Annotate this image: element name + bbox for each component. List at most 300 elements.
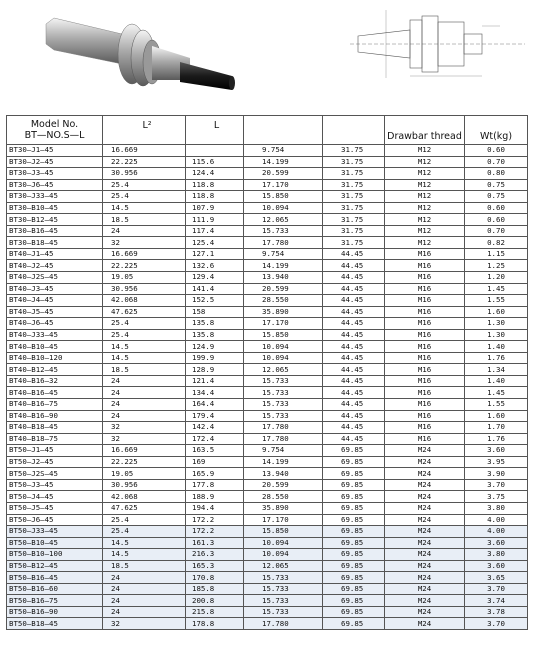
table-row: [7, 156, 528, 168]
header-model-line2: BT—NO.S—L: [24, 130, 85, 141]
cell-model: BT50—J33—45: [7, 526, 103, 538]
cell-thread: M24: [385, 560, 465, 572]
cell-d1: 13.940: [244, 468, 323, 480]
cell-weight: 0.80: [465, 168, 528, 180]
cell-d1: 12.065: [244, 364, 323, 376]
cell-d2: 31.75: [323, 168, 385, 180]
cell-d2: 44.45: [323, 410, 385, 422]
cell-model: BT40—B10—45: [7, 341, 103, 353]
cell-d1: 12.065: [244, 560, 323, 572]
table-row: [7, 225, 528, 237]
cell-l: 107.9: [186, 202, 244, 214]
cell-d2: 44.45: [323, 272, 385, 284]
header-model-line1: Model No.: [30, 119, 79, 130]
cell-l: 172.2: [186, 526, 244, 538]
cell-l: 132.6: [186, 260, 244, 272]
cell-d2: 44.45: [323, 422, 385, 434]
cell-d1: 28.550: [244, 491, 323, 503]
cell-d1: 10.094: [244, 202, 323, 214]
tool-holder-photo: [40, 6, 240, 106]
table-row: [7, 272, 528, 284]
header-d2: [323, 116, 385, 145]
cell-l2: 32: [103, 422, 186, 434]
cell-d2: 44.45: [323, 295, 385, 307]
cell-l: 134.4: [186, 387, 244, 399]
cell-l: 121.4: [186, 375, 244, 387]
cell-d2: 69.85: [323, 537, 385, 549]
cell-thread: M16: [385, 306, 465, 318]
cell-model: BT40—B16—32: [7, 375, 103, 387]
cell-d1: 10.094: [244, 341, 323, 353]
cell-d2: 69.85: [323, 491, 385, 503]
cell-l: 142.4: [186, 422, 244, 434]
cell-l2: 14.5: [103, 352, 186, 364]
table-row: [7, 387, 528, 399]
cell-l: 165.9: [186, 468, 244, 480]
cell-l: 118.8: [186, 191, 244, 203]
cell-l: 135.8: [186, 329, 244, 341]
cell-d1: 17.170: [244, 318, 323, 330]
cell-l: 141.4: [186, 283, 244, 295]
cell-weight: 1.40: [465, 341, 528, 353]
cell-thread: M12: [385, 191, 465, 203]
cell-l2: 14.5: [103, 202, 186, 214]
cell-model: BT30—B10—45: [7, 202, 103, 214]
cell-thread: M12: [385, 202, 465, 214]
cell-thread: M24: [385, 491, 465, 503]
cell-weight: 0.82: [465, 237, 528, 249]
cell-d1: 14.199: [244, 260, 323, 272]
cell-weight: 3.70: [465, 618, 528, 630]
cell-l: 199.9: [186, 352, 244, 364]
cell-d1: 10.094: [244, 537, 323, 549]
header-l2: L²: [103, 116, 186, 145]
cell-l2: 24: [103, 225, 186, 237]
cell-l2: 42.068: [103, 295, 186, 307]
cell-l: 152.5: [186, 295, 244, 307]
cell-d2: 44.45: [323, 341, 385, 353]
cell-weight: 1.40: [465, 375, 528, 387]
cell-thread: M16: [385, 341, 465, 353]
cell-model: BT50—B12—45: [7, 560, 103, 572]
cell-model: BT50—B16—45: [7, 572, 103, 584]
cell-l: 172.4: [186, 433, 244, 445]
cell-l2: 22.225: [103, 456, 186, 468]
cell-weight: 3.60: [465, 560, 528, 572]
cell-l: 164.4: [186, 399, 244, 411]
cell-l2: 24: [103, 375, 186, 387]
cell-l: 161.3: [186, 537, 244, 549]
cell-weight: 1.45: [465, 283, 528, 295]
cell-l2: 19.05: [103, 468, 186, 480]
cell-d2: 69.85: [323, 479, 385, 491]
cell-d2: 44.45: [323, 433, 385, 445]
cell-weight: 0.60: [465, 145, 528, 157]
cell-l: 163.5: [186, 445, 244, 457]
cell-model: BT30—B18—45: [7, 237, 103, 249]
cell-l: 179.4: [186, 410, 244, 422]
table-row: [7, 583, 528, 595]
cell-model: BT50—J4—45: [7, 491, 103, 503]
table-row: [7, 306, 528, 318]
cell-d1: 9.754: [244, 248, 323, 260]
cell-l2: 47.625: [103, 306, 186, 318]
cell-thread: M24: [385, 606, 465, 618]
cell-thread: M16: [385, 422, 465, 434]
table-row: [7, 329, 528, 341]
cell-d2: 31.75: [323, 156, 385, 168]
cell-weight: 3.95: [465, 456, 528, 468]
cell-l2: 14.5: [103, 549, 186, 561]
cell-l: 135.8: [186, 318, 244, 330]
cell-thread: M16: [385, 318, 465, 330]
header-l: L: [186, 116, 244, 145]
cell-l: 117.4: [186, 225, 244, 237]
cell-thread: M16: [385, 329, 465, 341]
cell-l2: 25.4: [103, 514, 186, 526]
cell-d2: 44.45: [323, 248, 385, 260]
cell-model: BT40—J1—45: [7, 248, 103, 260]
tool-holder-diagram: [350, 6, 525, 84]
cell-l: 125.4: [186, 237, 244, 249]
cell-thread: M24: [385, 595, 465, 607]
cell-d1: 15.733: [244, 375, 323, 387]
cell-d2: 44.45: [323, 399, 385, 411]
cell-l2: 18.5: [103, 214, 186, 226]
cell-thread: M16: [385, 248, 465, 260]
cell-d1: 15.733: [244, 387, 323, 399]
table-row: [7, 502, 528, 514]
cell-l: 127.1: [186, 248, 244, 260]
cell-model: BT40—J3—45: [7, 283, 103, 295]
cell-d1: 20.599: [244, 283, 323, 295]
cell-weight: 3.75: [465, 491, 528, 503]
header-drawbar-thread: Drawbar thread: [385, 116, 465, 145]
cell-thread: M24: [385, 479, 465, 491]
cell-l2: 24: [103, 387, 186, 399]
cell-thread: M12: [385, 214, 465, 226]
cell-l2: 18.5: [103, 560, 186, 572]
header-weight: Wt(kg): [465, 116, 528, 145]
cell-d1: 28.550: [244, 295, 323, 307]
cell-l2: 16.669: [103, 145, 186, 157]
cell-l: 172.2: [186, 514, 244, 526]
table-row: [7, 433, 528, 445]
cell-d1: 17.780: [244, 422, 323, 434]
table-row: [7, 248, 528, 260]
cell-model: BT50—J6—45: [7, 514, 103, 526]
cell-d1: 9.754: [244, 145, 323, 157]
cell-model: BT50—J2S—45: [7, 468, 103, 480]
cell-d2: 69.85: [323, 514, 385, 526]
cell-l: 165.3: [186, 560, 244, 572]
cell-model: BT50—J1—45: [7, 445, 103, 457]
table-row: [7, 479, 528, 491]
cell-weight: 1.55: [465, 399, 528, 411]
cell-model: BT50—J5—45: [7, 502, 103, 514]
cell-model: BT50—B16—90: [7, 606, 103, 618]
cell-model: BT40—J6—45: [7, 318, 103, 330]
table-row: [7, 399, 528, 411]
cell-d2: 69.85: [323, 583, 385, 595]
cell-weight: 1.30: [465, 329, 528, 341]
table-row: [7, 526, 528, 538]
cell-l2: 30.956: [103, 168, 186, 180]
table-row: [7, 260, 528, 272]
cell-weight: 1.34: [465, 364, 528, 376]
cell-thread: M16: [385, 272, 465, 284]
cell-l: 178.8: [186, 618, 244, 630]
table-row: [7, 618, 528, 630]
cell-l: 216.3: [186, 549, 244, 561]
cell-d2: 31.75: [323, 202, 385, 214]
cell-l2: 24: [103, 399, 186, 411]
cell-d1: 14.199: [244, 156, 323, 168]
cell-model: BT40—J33—45: [7, 329, 103, 341]
cell-d2: 69.85: [323, 445, 385, 457]
cell-thread: M16: [385, 399, 465, 411]
table-row: [7, 572, 528, 584]
cell-l2: 30.956: [103, 283, 186, 295]
cell-l2: 16.669: [103, 248, 186, 260]
cell-thread: M12: [385, 145, 465, 157]
cell-d1: 17.170: [244, 179, 323, 191]
table-row: [7, 445, 528, 457]
cell-model: BT50—B10—45: [7, 537, 103, 549]
cell-l: [186, 145, 244, 157]
table-row: [7, 375, 528, 387]
cell-l: 115.6: [186, 156, 244, 168]
table-row: [7, 456, 528, 468]
cell-d2: 44.45: [323, 329, 385, 341]
cell-d2: 69.85: [323, 572, 385, 584]
cell-l: 124.4: [186, 168, 244, 180]
cell-d1: 10.094: [244, 549, 323, 561]
table-body: [7, 145, 528, 630]
cell-d1: 15.733: [244, 572, 323, 584]
cell-d2: 44.45: [323, 260, 385, 272]
cell-l2: 24: [103, 410, 186, 422]
cell-l: 111.9: [186, 214, 244, 226]
table-row: [7, 179, 528, 191]
cell-d2: 69.85: [323, 456, 385, 468]
cell-thread: M24: [385, 537, 465, 549]
cell-thread: M16: [385, 410, 465, 422]
cell-l2: 47.625: [103, 502, 186, 514]
table-header-row: [7, 116, 528, 145]
cell-d2: 44.45: [323, 318, 385, 330]
cell-d2: 69.85: [323, 560, 385, 572]
cell-d2: 31.75: [323, 225, 385, 237]
cell-l2: 24: [103, 595, 186, 607]
cell-weight: 0.75: [465, 191, 528, 203]
cell-weight: 3.60: [465, 445, 528, 457]
cell-d1: 17.780: [244, 618, 323, 630]
cell-weight: 3.70: [465, 583, 528, 595]
cell-weight: 0.60: [465, 202, 528, 214]
cell-model: BT30—B16—45: [7, 225, 103, 237]
cell-thread: M24: [385, 445, 465, 457]
cell-d1: 15.733: [244, 595, 323, 607]
table-row: [7, 549, 528, 561]
cell-thread: M16: [385, 364, 465, 376]
spec-table: [6, 115, 528, 630]
cell-weight: 3.74: [465, 595, 528, 607]
cell-d2: 44.45: [323, 387, 385, 399]
cell-l2: 42.068: [103, 491, 186, 503]
cell-weight: 1.15: [465, 248, 528, 260]
table-row: [7, 468, 528, 480]
cell-weight: 1.60: [465, 306, 528, 318]
cell-d2: 69.85: [323, 526, 385, 538]
cell-l: 188.9: [186, 491, 244, 503]
cell-model: BT30—J3—45: [7, 168, 103, 180]
cell-model: BT40—B12—45: [7, 364, 103, 376]
cell-d2: 69.85: [323, 502, 385, 514]
table-row: [7, 514, 528, 526]
cell-weight: 3.60: [465, 537, 528, 549]
cell-d1: 10.094: [244, 352, 323, 364]
cell-l: 124.9: [186, 341, 244, 353]
table-row: [7, 606, 528, 618]
cell-d1: 15.733: [244, 399, 323, 411]
cell-d1: 15.733: [244, 606, 323, 618]
cell-l2: 30.956: [103, 479, 186, 491]
table-row: [7, 214, 528, 226]
table-row: [7, 537, 528, 549]
cell-thread: M12: [385, 168, 465, 180]
cell-weight: 3.78: [465, 606, 528, 618]
cell-l2: 18.5: [103, 364, 186, 376]
cell-l: 158: [186, 306, 244, 318]
table-row: [7, 491, 528, 503]
cell-model: BT40—J5—45: [7, 306, 103, 318]
table-row: [7, 352, 528, 364]
cell-d2: 69.85: [323, 468, 385, 480]
cell-l2: 32: [103, 237, 186, 249]
cell-l: 129.4: [186, 272, 244, 284]
cell-thread: M16: [385, 352, 465, 364]
cell-thread: M24: [385, 572, 465, 584]
cell-model: BT50—J3—45: [7, 479, 103, 491]
cell-model: BT50—B16—75: [7, 595, 103, 607]
cell-l: 177.8: [186, 479, 244, 491]
cell-thread: M24: [385, 583, 465, 595]
cell-d1: 20.599: [244, 479, 323, 491]
cell-model: BT30—J6—45: [7, 179, 103, 191]
cell-model: BT40—B18—45: [7, 422, 103, 434]
cell-weight: 1.55: [465, 295, 528, 307]
cell-model: BT40—B16—45: [7, 387, 103, 399]
cell-d1: 9.754: [244, 445, 323, 457]
cell-d2: 31.75: [323, 191, 385, 203]
cell-weight: 1.25: [465, 260, 528, 272]
cell-d2: 44.45: [323, 283, 385, 295]
cell-weight: 1.20: [465, 272, 528, 284]
cell-model: BT40—J2S—45: [7, 272, 103, 284]
cell-model: BT30—J1—45: [7, 145, 103, 157]
cell-d2: 69.85: [323, 606, 385, 618]
cell-weight: 1.70: [465, 422, 528, 434]
cell-d2: 31.75: [323, 237, 385, 249]
cell-l: 128.9: [186, 364, 244, 376]
cell-l: 185.8: [186, 583, 244, 595]
cell-d1: 17.780: [244, 433, 323, 445]
cell-model: BT30—B12—45: [7, 214, 103, 226]
cell-thread: M12: [385, 156, 465, 168]
cell-l2: 24: [103, 572, 186, 584]
cell-thread: M24: [385, 526, 465, 538]
cell-weight: 3.65: [465, 572, 528, 584]
cell-thread: M24: [385, 514, 465, 526]
cell-thread: M16: [385, 295, 465, 307]
cell-model: BT30—J2—45: [7, 156, 103, 168]
cell-model: BT50—B10—100: [7, 549, 103, 561]
cell-weight: 3.70: [465, 479, 528, 491]
cell-d2: 44.45: [323, 375, 385, 387]
cell-d2: 44.45: [323, 306, 385, 318]
cell-weight: 1.45: [465, 387, 528, 399]
table-row: [7, 595, 528, 607]
cell-d1: 15.850: [244, 329, 323, 341]
cell-model: BT40—B16—90: [7, 410, 103, 422]
cell-l: 169: [186, 456, 244, 468]
cell-weight: 1.76: [465, 433, 528, 445]
cell-model: BT40—J2—45: [7, 260, 103, 272]
cell-d1: 15.733: [244, 583, 323, 595]
cell-d1: 17.170: [244, 514, 323, 526]
table-row: [7, 202, 528, 214]
cell-d1: 15.733: [244, 225, 323, 237]
cell-thread: M16: [385, 260, 465, 272]
table-row: [7, 318, 528, 330]
cell-l2: 32: [103, 433, 186, 445]
cell-weight: 3.90: [465, 468, 528, 480]
cell-d1: 15.850: [244, 526, 323, 538]
cell-d2: 69.85: [323, 595, 385, 607]
cell-weight: 0.75: [465, 179, 528, 191]
cell-d1: 14.199: [244, 456, 323, 468]
cell-model: BT40—J4—45: [7, 295, 103, 307]
cell-model: BT50—J2—45: [7, 456, 103, 468]
cell-weight: 3.80: [465, 549, 528, 561]
cell-d2: 69.85: [323, 618, 385, 630]
cell-thread: M24: [385, 468, 465, 480]
cell-thread: M12: [385, 237, 465, 249]
cell-thread: M16: [385, 283, 465, 295]
table-row: [7, 168, 528, 180]
cell-d1: 35.890: [244, 502, 323, 514]
cell-model: BT40—B16—75: [7, 399, 103, 411]
cell-model: BT30—J33—45: [7, 191, 103, 203]
cell-thread: M12: [385, 179, 465, 191]
table-row: [7, 237, 528, 249]
cell-d1: 20.599: [244, 168, 323, 180]
cell-l: 170.8: [186, 572, 244, 584]
cell-weight: 4.00: [465, 514, 528, 526]
table-row: [7, 191, 528, 203]
cell-weight: 1.60: [465, 410, 528, 422]
cell-d2: 69.85: [323, 549, 385, 561]
table-row: [7, 410, 528, 422]
table-row: [7, 341, 528, 353]
header-d1: [244, 116, 323, 145]
cell-thread: M24: [385, 618, 465, 630]
cell-thread: M24: [385, 502, 465, 514]
cell-l2: 19.05: [103, 272, 186, 284]
cell-thread: M16: [385, 375, 465, 387]
cell-d1: 17.780: [244, 237, 323, 249]
